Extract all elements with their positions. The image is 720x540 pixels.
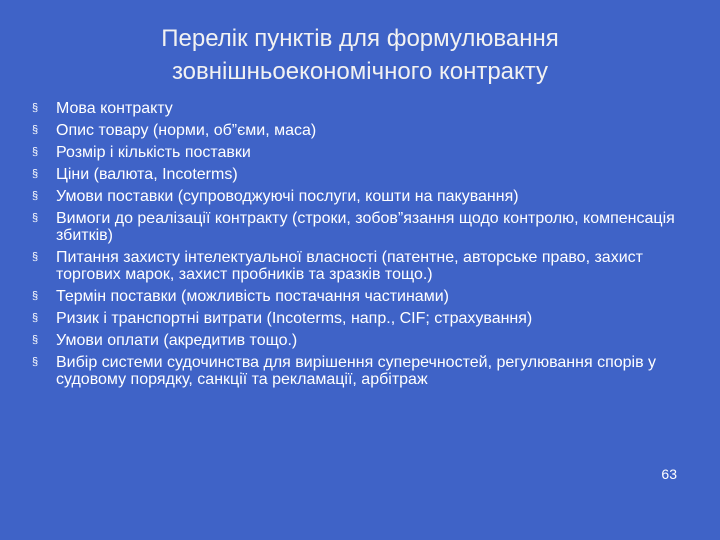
slide-title-line-2: зовнішньоекономічного контракту bbox=[171, 58, 549, 85]
bullet-item bbox=[30, 100, 690, 117]
slide-title-line-1: Перелік пунктів для формулювання bbox=[161, 25, 559, 52]
bullet-text: Вимоги до реалізації контракту (строки, зобов”язання щодо контролю, компенсація збитків) bbox=[56, 210, 675, 244]
bullet-marker-icon bbox=[30, 310, 56, 327]
bullet-item bbox=[30, 166, 690, 183]
bullet-marker-icon bbox=[30, 249, 56, 266]
bullet-item bbox=[30, 310, 690, 327]
bullet-item bbox=[30, 210, 690, 244]
bullet-text: Мова контракту bbox=[56, 100, 173, 117]
bullet-marker-icon bbox=[30, 354, 56, 371]
bullet-item bbox=[30, 188, 690, 205]
bullet-text: Ціни (валюта, Incoterms) bbox=[56, 166, 238, 183]
bullet-text: Умови поставки (супроводжуючі послуги, кошти на пакування) bbox=[56, 188, 519, 205]
bullet-marker-icon bbox=[30, 210, 56, 227]
bullet-marker-icon bbox=[30, 144, 56, 161]
bullet-marker-icon bbox=[30, 188, 56, 205]
bullet-marker-icon bbox=[30, 122, 56, 139]
bullet-item bbox=[30, 354, 690, 388]
bullet-text: Розмір і кількість поставки bbox=[56, 144, 251, 161]
bullet-marker-icon bbox=[30, 166, 56, 183]
bullet-item bbox=[30, 122, 690, 139]
slide-title bbox=[40, 22, 680, 88]
bullet-text: Опис товару (норми, об”єми, маса) bbox=[56, 122, 317, 139]
bullet-item bbox=[30, 144, 690, 161]
bullet-text: Питання захисту інтелектуальної власності (патентне, авторське право, захист торгових марок, захист пробників та зразків тощо.) bbox=[56, 249, 643, 283]
bullet-marker-icon bbox=[30, 100, 56, 117]
bullet-text: Термін поставки (можливість постачання частинами) bbox=[56, 288, 449, 305]
page-number: 63 bbox=[661, 466, 677, 482]
bullet-item bbox=[30, 249, 690, 283]
bullet-item bbox=[30, 332, 690, 349]
bullet-marker-icon bbox=[30, 288, 56, 305]
bullet-item bbox=[30, 288, 690, 305]
bullet-text: Умови оплати (акредитив тощо.) bbox=[56, 332, 298, 349]
bullet-marker-icon bbox=[30, 332, 56, 349]
bullet-text: Ризик і транспортні витрати (Incoterms, напр., CIF; страхування) bbox=[56, 310, 533, 327]
bullet-list bbox=[30, 100, 690, 393]
bullet-text: Вибір системи судочинства для вирішення суперечностей, регулювання спорів у судовому порядку, санкції та рекламації, арбітраж bbox=[56, 354, 657, 388]
